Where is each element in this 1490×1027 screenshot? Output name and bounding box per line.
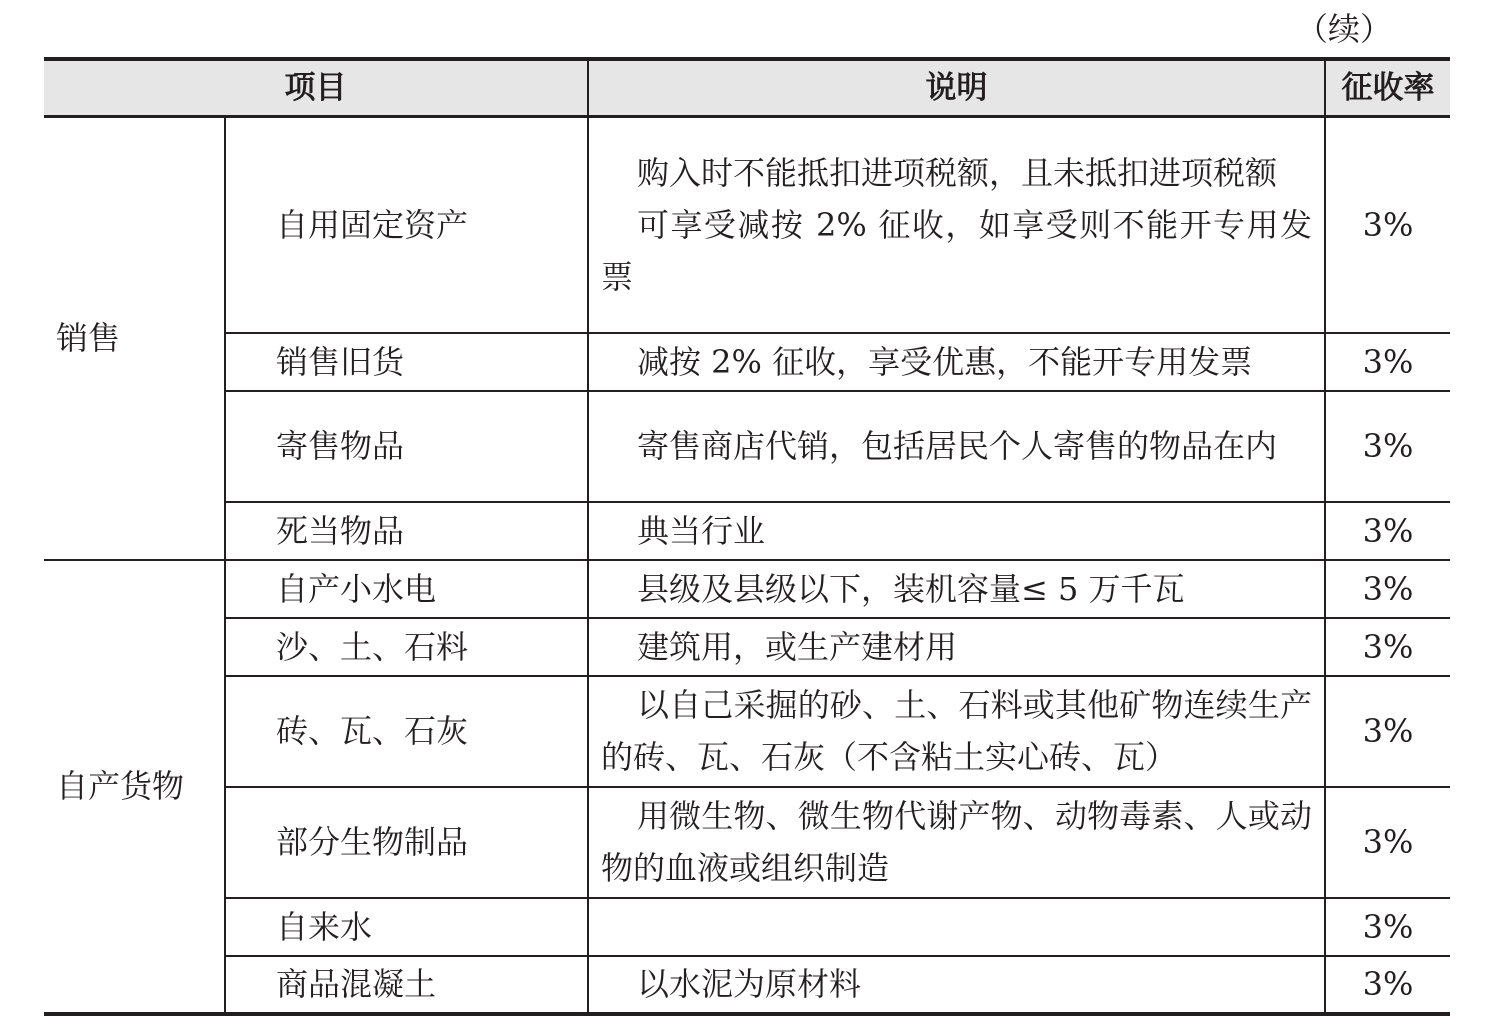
header-row (44, 59, 1450, 117)
description-cell (588, 956, 1325, 1014)
item-cell: 死当物品 (225, 502, 588, 560)
table-row (44, 117, 1450, 333)
description-cell (588, 618, 1325, 676)
description-line: 县级及县级以下，装机容量≤ 5 万千瓦 (637, 569, 1185, 608)
rate-cell: 3% (1325, 391, 1450, 502)
header-item: 项目 (44, 59, 588, 117)
rate-cell: 3% (1325, 787, 1450, 898)
item-cell: 自来水 (225, 898, 588, 956)
table-row (44, 787, 1450, 898)
item-cell: 部分生物制品 (225, 787, 588, 898)
table-row (44, 560, 1450, 618)
rate-cell: 3% (1325, 956, 1450, 1014)
rate-cell: 3% (1325, 502, 1450, 560)
description-cell (588, 560, 1325, 618)
description-line: 购入时不能抵扣进项税额，且未抵扣进项税额 (637, 153, 1278, 192)
description-line: 减按 2% 征收，享受优惠，不能开专用发票 (637, 342, 1253, 381)
description-line: 寄售商店代销，包括居民个人寄售的物品在内 (637, 427, 1278, 465)
table-row (44, 391, 1450, 502)
description-cell (588, 391, 1325, 502)
description-line: 以水泥为原材料 (637, 965, 862, 1003)
rate-cell: 3% (1325, 117, 1450, 333)
table-row (44, 333, 1450, 391)
description-cell (588, 117, 1325, 333)
description-cell (588, 502, 1325, 560)
description-line: 用微生物、微生物代谢产物、动物毒素、人或动物的血液或组织制造 (601, 797, 1312, 887)
description-line: 建筑用，或生产建材用 (637, 627, 958, 666)
description-line: 以自己采掘的砂、土、石料或其他矿物连续生产的砖、瓦、石灰（不含粘土实心砖、瓦） (601, 686, 1312, 776)
tax-rate-table (44, 57, 1450, 1016)
item-cell: 寄售物品 (225, 391, 588, 502)
table-row (44, 956, 1450, 1014)
description-line: 可享受减按 2% 征收，如享受则不能开专用发票 (601, 205, 1312, 296)
continued-label: （续） (1296, 10, 1393, 48)
rate-cell: 3% (1325, 898, 1450, 956)
description-line: 典当行业 (637, 511, 766, 550)
item-cell: 销售旧货 (225, 333, 588, 391)
category-cell: 销售 (44, 117, 225, 560)
table-row (44, 676, 1450, 787)
rate-cell: 3% (1325, 333, 1450, 391)
table-row (44, 618, 1450, 676)
category-cell: 自产货物 (44, 560, 225, 1014)
description-cell (588, 898, 1325, 956)
rate-cell: 3% (1325, 560, 1450, 618)
item-cell: 砖、瓦、石灰 (225, 676, 588, 787)
item-cell: 自用固定资产 (225, 117, 588, 333)
header-rate: 征收率 (1325, 59, 1450, 117)
rate-cell: 3% (1325, 676, 1450, 787)
header-description: 说明 (588, 59, 1325, 117)
item-cell: 自产小水电 (225, 560, 588, 618)
item-cell: 商品混凝土 (225, 956, 588, 1014)
description-cell (588, 333, 1325, 391)
table-row (44, 502, 1450, 560)
rate-cell: 3% (1325, 618, 1450, 676)
description-cell (588, 787, 1325, 898)
description-cell (588, 676, 1325, 787)
table-row (44, 898, 1450, 956)
item-cell: 沙、土、石料 (225, 618, 588, 676)
